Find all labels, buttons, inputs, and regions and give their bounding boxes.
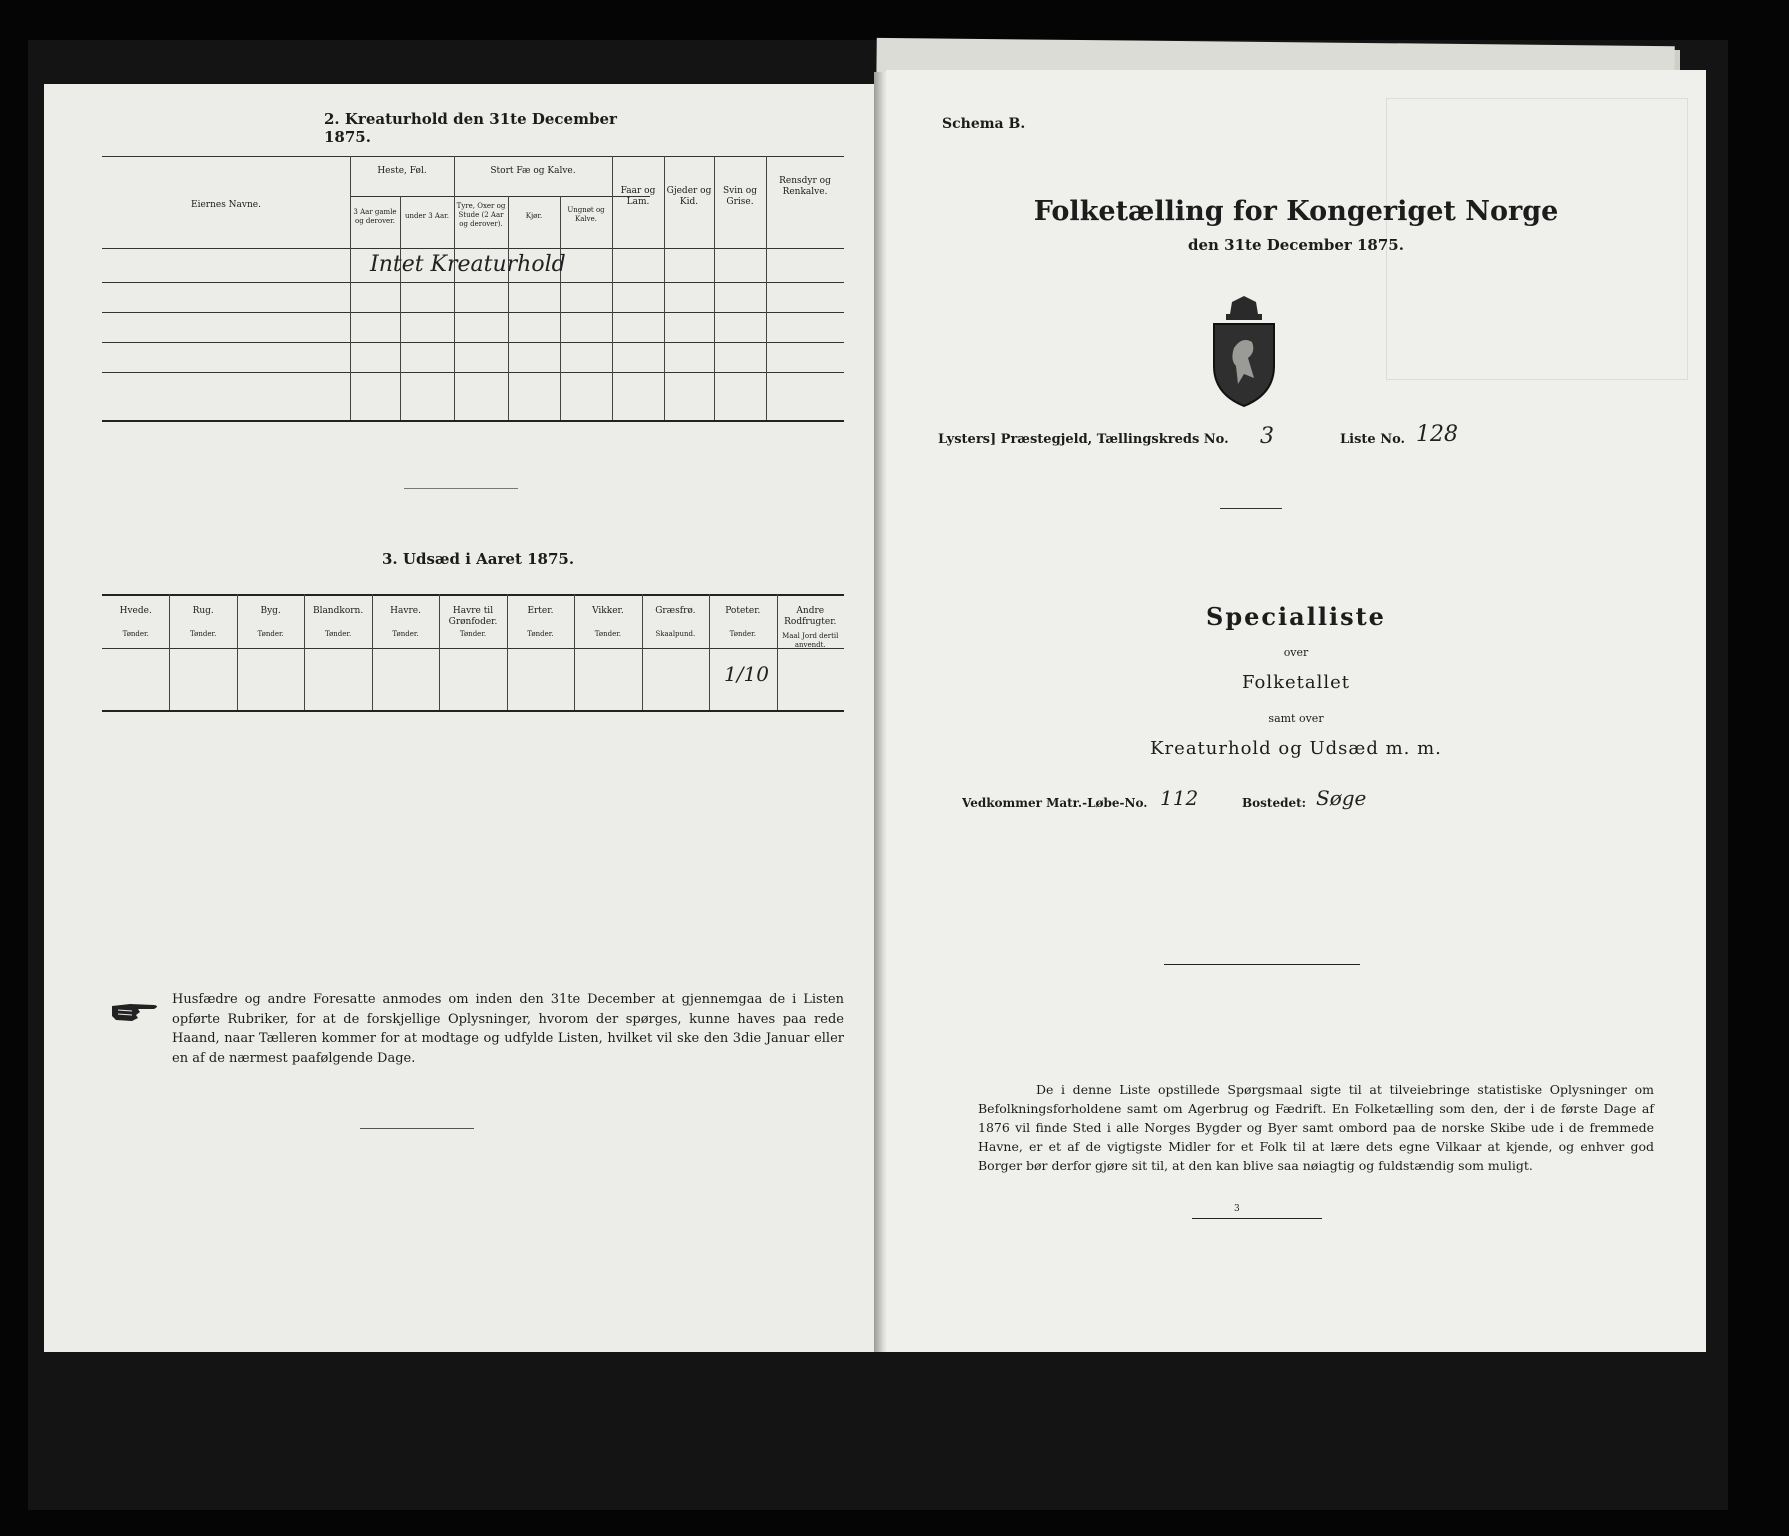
udsaed-header-unit: Tønder. (257, 630, 284, 638)
coat-of-arms-icon (1204, 296, 1284, 408)
udsaed-header-name: Erter. (527, 606, 554, 616)
liste-label: Liste No. (1340, 432, 1406, 447)
header-stort-fae: Stort Fæ og Kalve. (490, 166, 576, 176)
udsaed-header-name: Byg. (260, 606, 281, 616)
main-date: den 31te December 1875. (1188, 236, 1404, 254)
right-page (886, 70, 1706, 1352)
prestegjeld-label: Lysters] Præstegjeld, Tællingskreds No. (938, 432, 1229, 447)
matr-no: 112 (1160, 786, 1199, 810)
udsaed-header-unit: Tønder. (122, 630, 149, 638)
pointing-hand-icon (110, 998, 162, 1024)
header-faar: Faar og Lam. (620, 186, 656, 207)
header-gjeder: Gjeder og Kid. (666, 186, 712, 207)
udsaed-header-name: Havre. (390, 606, 421, 616)
header-fae-sub1: Tyre, Oxer og Stude (2 Aar og derover). (456, 202, 506, 228)
udsaed-header-name: Havre til Grønfoder. (448, 606, 498, 627)
schema-label: Schema B. (942, 116, 1026, 132)
header-svin: Svin og Grise. (723, 186, 757, 207)
header-eiernes-navne: Eiernes Navne. (191, 200, 261, 210)
specialliste-title: Specialliste (1206, 602, 1386, 631)
udsaed-header-unit: Tønder. (392, 630, 419, 638)
bosted-value: Søge (1316, 786, 1367, 810)
udsaed-header-name: Blandkorn. (312, 606, 364, 616)
notice-text: Husfædre og andre Foresatte anmodes om inden den 31te December at gjennemgaa de i Listen opførte Rubriker, for at de forskjellige Oplysninger, hvorom der spørges, kunne haves paa rede Haand, naar Tælleren kommer for at modtage og udfylde Listen, hvilket vil ske den 3die Januar eller en af de nærmest paafølgende Dage. (172, 992, 844, 1066)
udsaed-header-unit: Maal Jord dertil anvendt. (782, 632, 839, 649)
header-fae-sub3: Ungnøt og Kalve. (567, 206, 605, 223)
header-rensdyr: Rensdyr og Renkalve. (779, 176, 831, 197)
udsaed-header-unit: Tønder. (190, 630, 217, 638)
matr-label: Vedkommer Matr.-Løbe-No. (962, 796, 1148, 810)
udsaed-header-name: Rug. (192, 606, 214, 616)
header-heste-sub1: 3 Aar gamle og derover. (353, 208, 397, 225)
udsaed-header-unit: Tønder. (459, 630, 487, 638)
section3-title: 3. Udsæd i Aaret 1875. (382, 550, 575, 568)
bosted-label: Bostedet: (1242, 796, 1307, 810)
samt-over-text: samt over (1268, 712, 1324, 725)
udsaed-header-unit: Tønder. (527, 630, 554, 638)
udsaed-header-name: Poteter. (725, 606, 761, 616)
header-fae-sub2: Kjør. (525, 212, 543, 220)
over-text-1: over (1283, 646, 1309, 659)
udsaed-header-name: Hvede. (119, 606, 152, 616)
left-page (44, 84, 886, 1352)
kreatur-entry-handwritten: Intet Kreaturhold (370, 252, 566, 277)
bottom-mark: 3 (1234, 1204, 1240, 1214)
udsaed-header-name: Andre Rodfrugter. (784, 606, 837, 627)
udsaed-header-unit: Tønder. (594, 630, 622, 638)
udsaed-header-name: Vikker. (592, 606, 624, 616)
udsaed-header-unit: Tønder. (324, 630, 352, 638)
intro-text: De i denne Liste opstillede Spørgsmaal sigte til at tilveiebringe statistiske Oplysninger om Befolkningsforholdene samt om Agerbrug og Fædrift. En Folketælling som den, der i de første Dage af 1876 vil finde Sted i alle Norges Bygder og Byer samt ombord paa de norske Skibe ude i de fremmede Havne, er et af de vigtigste Midler for et Folk til at lære dets egne Vilkaar at kjende, og enhver god Borger bør derfor gjøre sit til, at den kan blive saa nøiagtig og fuldstændig som muligt. (978, 1082, 1654, 1173)
udsaed-header-unit: Tønder. (729, 630, 756, 638)
folketallet-text: Folketallet (1241, 672, 1351, 693)
header-heste-fol: Heste, Føl. (377, 166, 427, 176)
poteter-value: 1/10 (724, 662, 769, 686)
udsaed-header-unit: Skaalpund. (655, 630, 696, 638)
liste-no: 128 (1416, 422, 1458, 447)
kreaturhold-text: Kreaturhold og Udsæd m. m. (1150, 738, 1442, 759)
header-heste-sub2: under 3 Aar. (405, 212, 449, 220)
kreds-no: 3 (1260, 424, 1274, 449)
udsaed-header-name: Græsfrø. (655, 606, 696, 616)
section2-title: 2. Kreaturhold den 31te December 1875. (324, 110, 617, 146)
main-title: Folketælling for Kongeriget Norge (1033, 196, 1559, 227)
